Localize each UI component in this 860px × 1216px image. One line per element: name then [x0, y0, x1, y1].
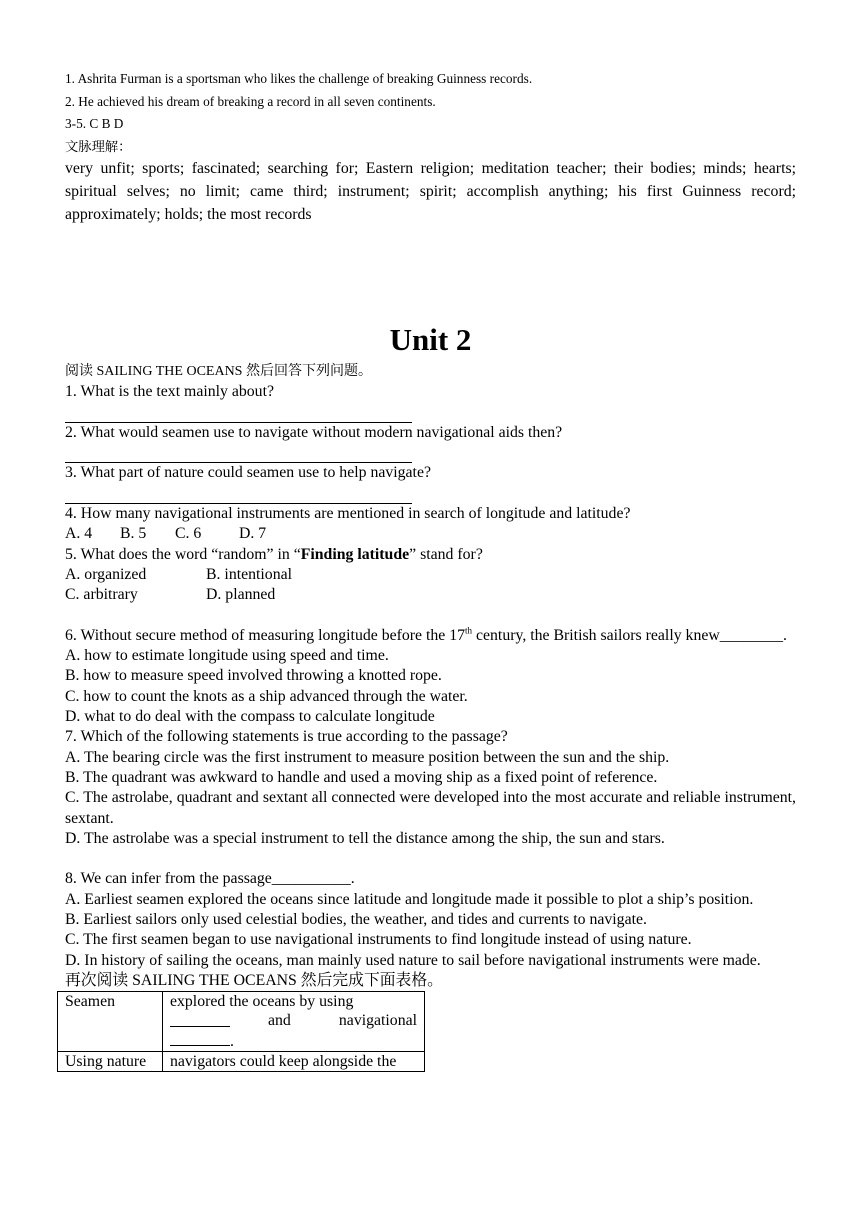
question-1: 1. What is the text mainly about? — [65, 383, 274, 401]
answer-key-section — [65, 68, 796, 226]
option-b: B. 5 — [120, 525, 147, 543]
question-8-option-c: C. The first seamen began to use navigational instruments to find longitude instead of using nature. — [65, 931, 692, 949]
question-8-option-a: A. Earliest seamen explored the oceans since latitude and longitude made it possible to plot a ship’s position. — [65, 890, 754, 908]
table-cell-content: navigators could keep alongside the — [163, 1052, 425, 1072]
question-6-option-a: A. how to estimate longitude using speed and time. — [65, 647, 389, 665]
blank-input[interactable] — [170, 1030, 230, 1046]
spacer — [65, 606, 796, 626]
question-5 — [65, 545, 796, 565]
questions-section — [65, 362, 796, 1072]
option-c: C. 6 — [175, 525, 202, 543]
table-row — [58, 992, 425, 1052]
table-cell-label: Seamen — [58, 992, 163, 1052]
option-d: D. 7 — [239, 525, 267, 543]
question-6-option-d: D. what to do deal with the compass to calculate longitude — [65, 708, 435, 726]
unit-title: Unit 2 — [389, 322, 472, 357]
table-instruction: 再次阅读 SAILING THE OCEANS 然后完成下面表格。 — [65, 971, 443, 989]
table-cell-text: explored the oceans by using — [170, 993, 354, 1011]
question-4-options — [65, 524, 796, 544]
table-cell-blank-line — [170, 1011, 417, 1030]
question-3: 3. What part of nature could seamen use to help navigate? — [65, 464, 431, 482]
question-5-suffix: ” stand for? — [409, 545, 483, 563]
question-6-suffix: century, the British sailors really knew________. — [472, 626, 787, 644]
option-a: A. 4 — [65, 525, 93, 543]
option-c: C. arbitrary — [65, 586, 138, 604]
option-b: B. intentional — [206, 565, 292, 583]
question-5-options-row1 — [65, 565, 796, 585]
superscript-th: th — [465, 625, 473, 636]
answer-line-q2[interactable] — [65, 443, 412, 463]
table-row — [58, 1052, 425, 1072]
option-d: D. planned — [206, 586, 276, 604]
table-cell-label: Using nature — [58, 1052, 163, 1072]
table-cell-content — [163, 992, 425, 1052]
answer-line-q1[interactable] — [65, 403, 412, 423]
answer-line-2: 2. He achieved his dream of breaking a record in all seven continents. — [65, 93, 436, 109]
fill-in-table — [57, 991, 425, 1072]
question-7-option-a: A. The bearing circle was the first instrument to measure position between the sun and the ship. — [65, 748, 670, 766]
question-7-option-b: B. The quadrant was awkward to handle and used a moving ship as a fixed point of reference. — [65, 768, 658, 786]
table-cell-blank-line — [170, 1030, 417, 1051]
question-7: 7. Which of the following statements is true according to the passage? — [65, 728, 508, 746]
question-8-option-b: B. Earliest sailors only used celestial bodies, the weather, and tides and currents to navigate. — [65, 911, 647, 929]
context-summary: very unfit; sports; fascinated; searching for; Eastern religion; meditation teacher; their bodies; minds; hearts; spiritual selves; no limit; came third; instrument; spirit; accomplish anything; his first Guinness record; approximately; holds; the most records — [65, 160, 796, 223]
table-cell-text: and navigational — [268, 1012, 417, 1030]
answer-line-3: 3-5. C B D — [65, 116, 124, 132]
question-7-option-c: C. The astrolabe, quadrant and sextant all connected were developed into the most accurate and reliable instrument, sextant. — [65, 789, 796, 827]
question-8-option-d: D. In history of sailing the oceans, man mainly used nature to sail before navigational instruments were made. — [65, 951, 761, 969]
question-6-option-c: C. how to count the knots as a ship advanced through the water. — [65, 687, 468, 705]
table-cell-text: . — [230, 1033, 234, 1051]
question-2: 2. What would seamen use to navigate without modern navigational aids then? — [65, 423, 563, 441]
spacer — [65, 849, 796, 869]
question-7-option-d: D. The astrolabe was a special instrument to tell the distance among the ship, the sun and stars. — [65, 829, 665, 847]
blank-input[interactable] — [170, 1011, 230, 1027]
context-heading: 文脉理解： — [65, 138, 132, 154]
question-6-prefix: 6. Without secure method of measuring longitude before the 17 — [65, 626, 466, 644]
question-5-bold-term: Finding latitude — [300, 545, 410, 563]
question-4: 4. How many navigational instruments are mentioned in search of longitude and latitude? — [65, 505, 631, 523]
question-6-option-b: B. how to measure speed involved throwing a knotted rope. — [65, 667, 442, 685]
question-5-prefix: 5. What does the word “random” in “ — [65, 545, 301, 563]
question-6 — [65, 626, 796, 646]
option-a: A. organized — [65, 565, 147, 583]
question-5-options-row2 — [65, 585, 796, 605]
reading-instruction: 阅读 SAILING THE OCEANS 然后回答下列问题。 — [65, 364, 372, 379]
answer-line-q3[interactable] — [65, 484, 412, 504]
answer-line-1: 1. Ashrita Furman is a sportsman who likes the challenge of breaking Guinness records. — [65, 71, 533, 86]
question-8: 8. We can infer from the passage__________. — [65, 870, 355, 888]
